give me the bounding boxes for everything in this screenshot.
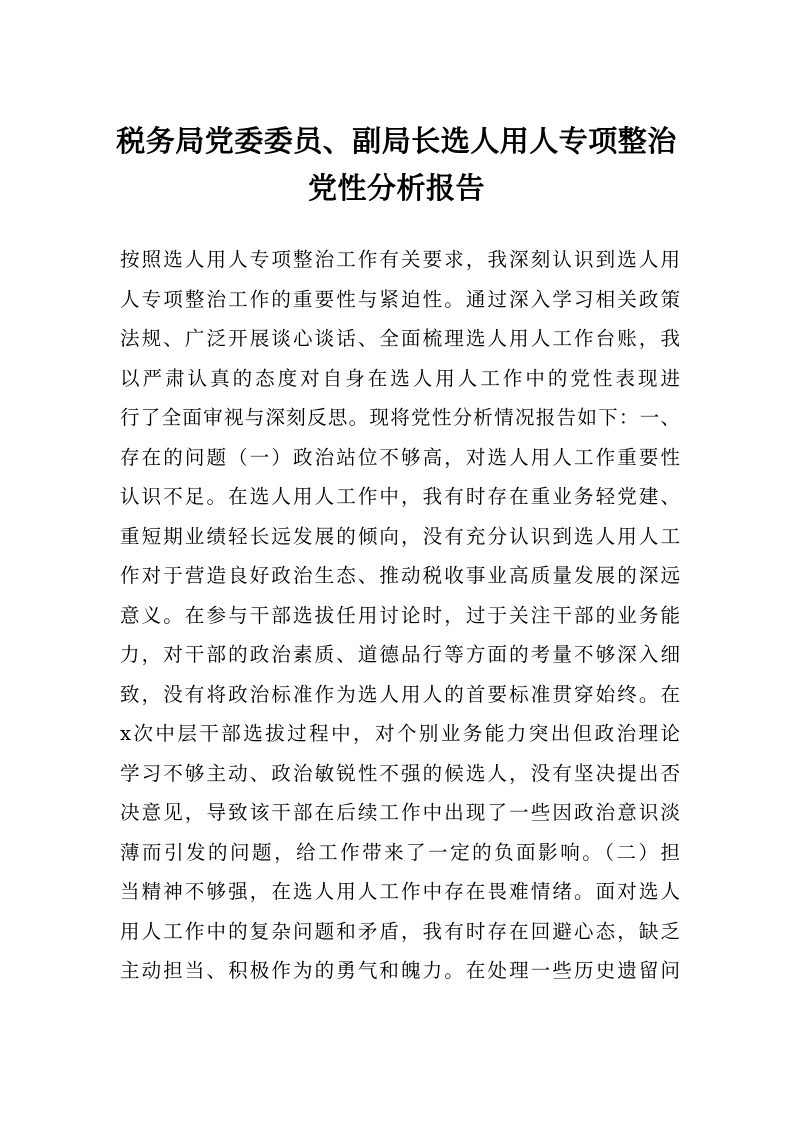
body-line-15: 决意见，导致该干部在后续工作中出现了一些因政治意识淡 — [120, 801, 680, 824]
body-line-16: 薄而引发的问题，给工作带来了一定的负面影响。（二）担 — [120, 840, 680, 864]
title-line-2: 党性分析报告 — [307, 171, 485, 205]
body-line-5: 行了全面审视与深刻反思。现将党性分析情况报告如下：一、 — [120, 406, 680, 429]
body-line-11: 力，对干部的政治素质、道德品行等方面的考量不够深入细 — [120, 643, 680, 666]
body-line-13: x次中层干部选拔过程中，对个别业务能力突出但政治理论 — [120, 722, 680, 745]
body-line-3: 法规、广泛开展谈心谈话、全面梳理选人用人工作台账，我 — [120, 327, 680, 350]
body-line-1: 按照选人用人专项整治工作有关要求，我深刻认识到选人用 — [120, 248, 680, 271]
document-body — [120, 240, 680, 991]
body-line-19: 主动担当、积极作为的勇气和魄力。在处理一些历史遗留问 — [120, 959, 680, 982]
body-line-8: 重短期业绩轻长远发展的倾向，没有充分认识到选人用人工 — [120, 524, 680, 548]
document-title — [0, 118, 793, 212]
body-line-18: 用人工作中的复杂问题和矛盾，我有时存在回避心态，缺乏 — [120, 919, 680, 943]
body-line-9: 作对于营造良好政治生态、推动税收事业高质量发展的深远 — [120, 564, 680, 587]
body-line-17: 当精神不够强，在选人用人工作中存在畏难情绪。面对选人 — [120, 880, 680, 903]
body-line-2: 人专项整治工作的重要性与紧迫性。通过深入学习相关政策 — [120, 287, 680, 311]
body-line-14: 学习不够主动、政治敏锐性不强的候选人，没有坚决提出否 — [120, 761, 680, 785]
body-line-7: 认识不足。在选人用人工作中，我有时存在重业务轻党建、 — [120, 485, 680, 508]
body-line-10: 意义。在参与干部选拔任用讨论时，过于关注干部的业务能 — [120, 603, 680, 627]
body-line-4: 以严肃认真的态度对自身在选人用人工作中的党性表现进 — [120, 366, 680, 390]
body-line-6: 存在的问题（一）政治站位不够高，对选人用人工作重要性 — [120, 445, 680, 469]
body-line-12: 致，没有将政治标准作为选人用人的首要标准贯穿始终。在 — [120, 682, 680, 706]
title-line-1: 税务局党委委员、副局长选人用人专项整治 — [116, 124, 677, 158]
